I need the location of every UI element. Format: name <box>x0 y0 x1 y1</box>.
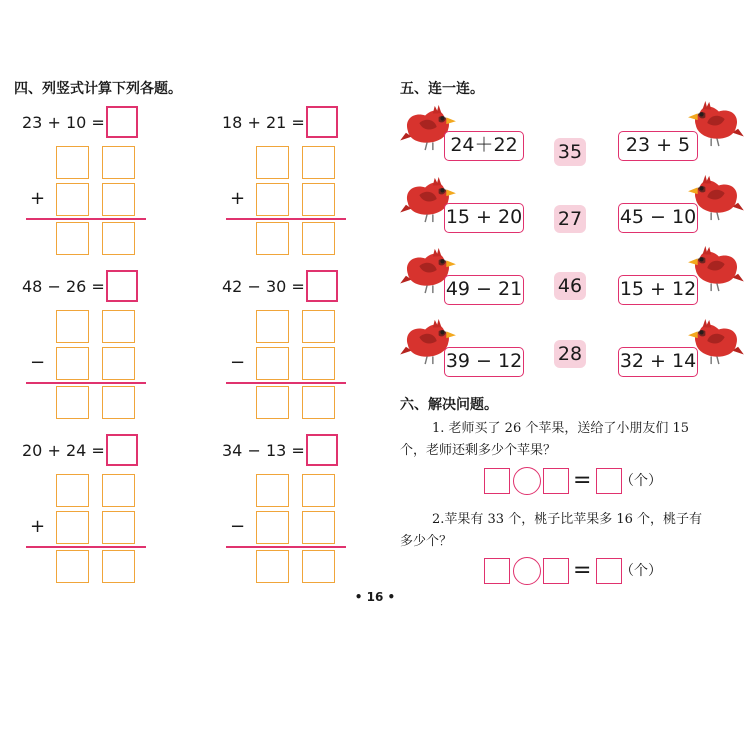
grid-cell[interactable] <box>256 474 289 507</box>
operator-sign: − <box>30 352 46 373</box>
difference-line <box>226 382 346 384</box>
middle-number-2[interactable]: 27 <box>554 205 586 233</box>
grid-cell[interactable] <box>302 386 335 419</box>
left-expression-4[interactable]: 39 − 12 <box>444 347 524 377</box>
grid-cell[interactable] <box>256 310 289 343</box>
grid-cell[interactable] <box>256 146 289 179</box>
question-1-line-2: 个，老师还剩多少个苹果？ <box>400 443 557 458</box>
q2-operator-circle[interactable] <box>513 557 541 585</box>
grid-cell[interactable] <box>102 146 135 179</box>
problem-6-vertical-grid <box>230 474 348 594</box>
grid-cell[interactable] <box>102 550 135 583</box>
q2-equals-sign: = <box>573 558 592 583</box>
q1-number-box-2[interactable] <box>543 468 569 494</box>
right-expression-4[interactable]: 32 + 14 <box>618 347 698 377</box>
operator-sign: + <box>30 516 46 537</box>
problem-1-vertical-grid <box>30 146 148 266</box>
q2-result-box[interactable] <box>596 558 622 584</box>
grid-cell[interactable] <box>302 310 335 343</box>
cardinal-bird-icon <box>684 98 746 148</box>
problem-4-expression: 42 − 30 = <box>222 277 305 296</box>
problem-3-answer-box[interactable] <box>106 270 138 302</box>
sum-line <box>226 218 346 220</box>
grid-cell[interactable] <box>102 222 135 255</box>
problem-3-vertical-grid <box>30 310 148 430</box>
question-2-line-1: 2.苹果有 33 个，桃子比苹果多 16 个，桃子有 <box>432 512 703 527</box>
grid-cell[interactable] <box>102 474 135 507</box>
cardinal-bird-icon <box>684 243 746 293</box>
grid-cell[interactable] <box>302 222 335 255</box>
problem-4-answer-box[interactable] <box>306 270 338 302</box>
grid-cell[interactable] <box>102 310 135 343</box>
grid-cell[interactable] <box>102 183 135 216</box>
problem-6-expression: 34 − 13 = <box>222 441 305 460</box>
problem-6-answer-box[interactable] <box>306 434 338 466</box>
problem-2-expression: 18 + 21 = <box>222 113 305 132</box>
sum-line <box>26 546 146 548</box>
question-2-line-2: 多少个？ <box>400 534 453 549</box>
grid-cell[interactable] <box>302 183 335 216</box>
middle-number-4[interactable]: 28 <box>554 340 586 368</box>
grid-cell[interactable] <box>256 386 289 419</box>
grid-cell[interactable] <box>256 511 289 544</box>
grid-cell[interactable] <box>102 511 135 544</box>
grid-cell[interactable] <box>302 146 335 179</box>
grid-cell[interactable] <box>56 474 89 507</box>
problem-5-vertical-grid <box>30 474 148 594</box>
grid-cell[interactable] <box>256 222 289 255</box>
sum-line <box>26 218 146 220</box>
grid-cell[interactable] <box>56 222 89 255</box>
grid-cell[interactable] <box>56 146 89 179</box>
q1-equals-sign: = <box>573 468 592 493</box>
q2-number-box-2[interactable] <box>543 558 569 584</box>
grid-cell[interactable] <box>102 347 135 380</box>
cardinal-bird-icon <box>684 316 746 366</box>
grid-cell[interactable] <box>302 474 335 507</box>
grid-cell[interactable] <box>56 550 89 583</box>
problem-1-expression: 23 + 10 = <box>22 113 105 132</box>
grid-cell[interactable] <box>302 347 335 380</box>
right-expression-2[interactable]: 45 − 10 <box>618 203 698 233</box>
right-expression-3[interactable]: 15 + 12 <box>618 275 698 305</box>
difference-line <box>226 546 346 548</box>
cardinal-bird-icon <box>684 172 746 222</box>
q2-unit-label: （个） <box>620 563 662 579</box>
grid-cell[interactable] <box>56 347 89 380</box>
left-expression-1[interactable]: 24＋22 <box>444 131 524 161</box>
difference-line <box>26 382 146 384</box>
question-1-line-1: 1. 老师买了 26 个苹果，送给了小朋友们 15 <box>432 421 690 436</box>
grid-cell[interactable] <box>56 511 89 544</box>
q1-operator-circle[interactable] <box>513 467 541 495</box>
middle-number-3[interactable]: 46 <box>554 272 586 300</box>
problem-3-expression: 48 − 26 = <box>22 277 105 296</box>
right-expression-1[interactable]: 23 + 5 <box>618 131 698 161</box>
page-number: • 16 • <box>354 590 396 604</box>
grid-cell[interactable] <box>56 183 89 216</box>
section6-heading: 六、解决问题。 <box>400 397 498 413</box>
grid-cell[interactable] <box>56 386 89 419</box>
problem-4-vertical-grid <box>230 310 348 430</box>
grid-cell[interactable] <box>256 550 289 583</box>
q1-number-box-1[interactable] <box>484 468 510 494</box>
grid-cell[interactable] <box>302 511 335 544</box>
problem-2-vertical-grid <box>230 146 348 266</box>
section4-heading: 四、列竖式计算下列各题。 <box>14 81 182 97</box>
operator-sign: − <box>230 352 246 373</box>
problem-5-expression: 20 + 24 = <box>22 441 105 460</box>
grid-cell[interactable] <box>256 347 289 380</box>
operator-sign: + <box>30 188 46 209</box>
grid-cell[interactable] <box>56 310 89 343</box>
operator-sign: − <box>230 516 246 537</box>
q1-result-box[interactable] <box>596 468 622 494</box>
section5-heading: 五、连一连。 <box>400 81 484 97</box>
q2-number-box-1[interactable] <box>484 558 510 584</box>
left-expression-2[interactable]: 15 + 20 <box>444 203 524 233</box>
grid-cell[interactable] <box>102 386 135 419</box>
problem-5-answer-box[interactable] <box>106 434 138 466</box>
grid-cell[interactable] <box>256 183 289 216</box>
middle-number-1[interactable]: 35 <box>554 138 586 166</box>
left-expression-3[interactable]: 49 − 21 <box>444 275 524 305</box>
operator-sign: + <box>230 188 246 209</box>
problem-2-answer-box[interactable] <box>306 106 338 138</box>
grid-cell[interactable] <box>302 550 335 583</box>
problem-1-answer-box[interactable] <box>106 106 138 138</box>
q1-unit-label: （个） <box>620 473 662 489</box>
